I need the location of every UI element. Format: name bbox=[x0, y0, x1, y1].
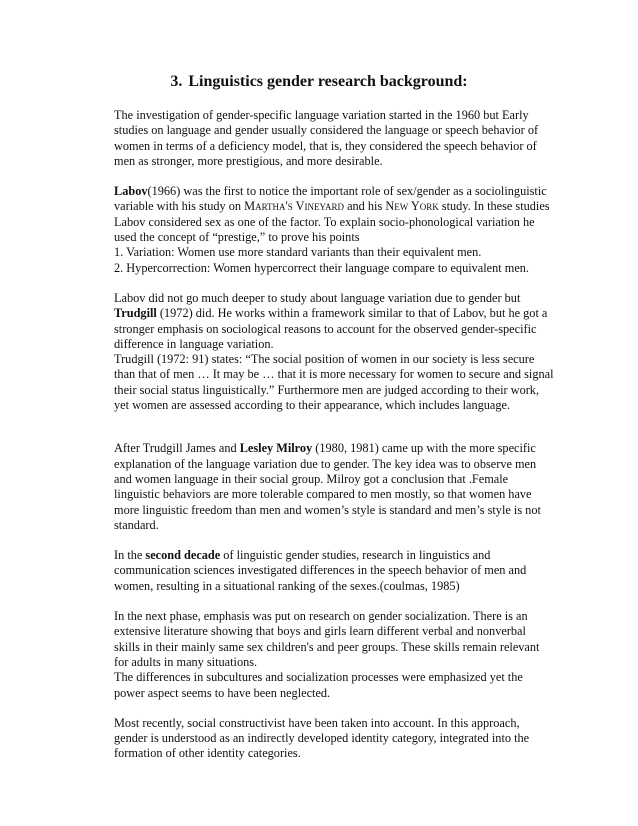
trudgill-quote: Trudgill (1972: 91) states: “The social position of women in our society is less secure than that of men … It may be … that it is more necessary for women to secure and signal their social status linguistically.” Furthermore men are judged according to their work, yet women are assessed according to their appearance, which includes language. bbox=[114, 352, 554, 413]
section-heading bbox=[0, 72, 638, 92]
marthas-vineyard: Martha's Vineyard bbox=[244, 199, 344, 214]
section-number: 3. bbox=[170, 73, 183, 90]
list-item-variation: 1. Variation: Women use more standard variants than their equivalent men. bbox=[114, 245, 482, 260]
document-body bbox=[114, 108, 554, 777]
new-york: New York bbox=[385, 199, 439, 214]
milroy-name: Lesley Milroy bbox=[239, 441, 313, 456]
list-item-hypercorrection: 2. Hypercorrection: Women hypercorrect their language compare to equivalent men. bbox=[114, 260, 530, 275]
section-title: Linguistics gender research background: bbox=[188, 73, 468, 90]
paragraph-milroy: After Trudgill James and Lesley Milroy (1980, 1981) came up with the more specific explanation of the language variation due to gender. The key idea was to observe men and women language in their social group. Milroy got a conclusion that .Female linguistic behaviors are more tolerable compared to men mostly, so that women have more linguistic freedom than men and women’s style is standard and men’s style is not standard. bbox=[114, 441, 541, 532]
paragraph-socialization: In the next phase, emphasis was put on research on gender socialization. There is an extensive literature showing that boys and girls learn different verbal and nonverbal skills in their mainly same sex children's and peer groups. These skills remain relevant for adults in many situations. The differences in subcultures and socialization processes were emphasized yet the power aspect seems to have been neglected. bbox=[114, 609, 554, 701]
paragraph-constructivist: Most recently, social constructivist have been taken into account. In this approach, gender is understood as an indirectly developed identity category, integrated into the formation of other identity categories. bbox=[114, 715, 530, 761]
paragraph-trudgill: Labov did not go much deeper to study about language variation due to gender but Trudgill (1972) did. He works within a framework similar to that of Labov, but he got a stronger emphasis on sociological reasons to account for the observed gender-specific difference in language variation. Trudgill (1972: 91) states: “The social position of women in our society is less secure than that of men … It may be … that it is more necessary for women to secure and signal their social status linguistically.” Furthermore men are judged according to their work, yet women are assessed according to their appearance, which includes language. bbox=[114, 290, 554, 413]
trudgill-name: Trudgill bbox=[114, 306, 157, 321]
paragraph-second-decade: In the second decade of linguistic gender studies, research in linguistics and communication sciences investigated differences in the speech behavior of men and women, resulting in a situational ranking of the sexes.(coulmas, 1985) bbox=[114, 548, 527, 593]
paragraph-labov: Labov(1966) was the first to notice the important role of sex/gender as a sociolinguistic variable with his study on Martha's Vineyard and his New York study. In these studies Labov considered sex as one of the factor. To explain socio-phonological variation he used the concept of “prestige,” to prove his points 1. Variation: Women use more standard variants than their equivalent men. 2. Hypercorrection: Women hypercorrect their language compare to equivalent men. bbox=[114, 184, 554, 276]
subcultures-sentence: The differences in subcultures and socialization processes were emphasized yet the power aspect seems to have been neglected. bbox=[114, 670, 523, 700]
labov-name: Labov bbox=[114, 184, 148, 199]
paragraph-early-studies: The investigation of gender-specific language variation started in the 1960 but Early studies on language and gender usually considered the language or speech behavior of women in terms of a deficiency model, that is, they considered the speech behavior of men as stronger, more prestigious, and more desirable. bbox=[114, 108, 539, 168]
second-decade: second decade bbox=[145, 548, 221, 563]
